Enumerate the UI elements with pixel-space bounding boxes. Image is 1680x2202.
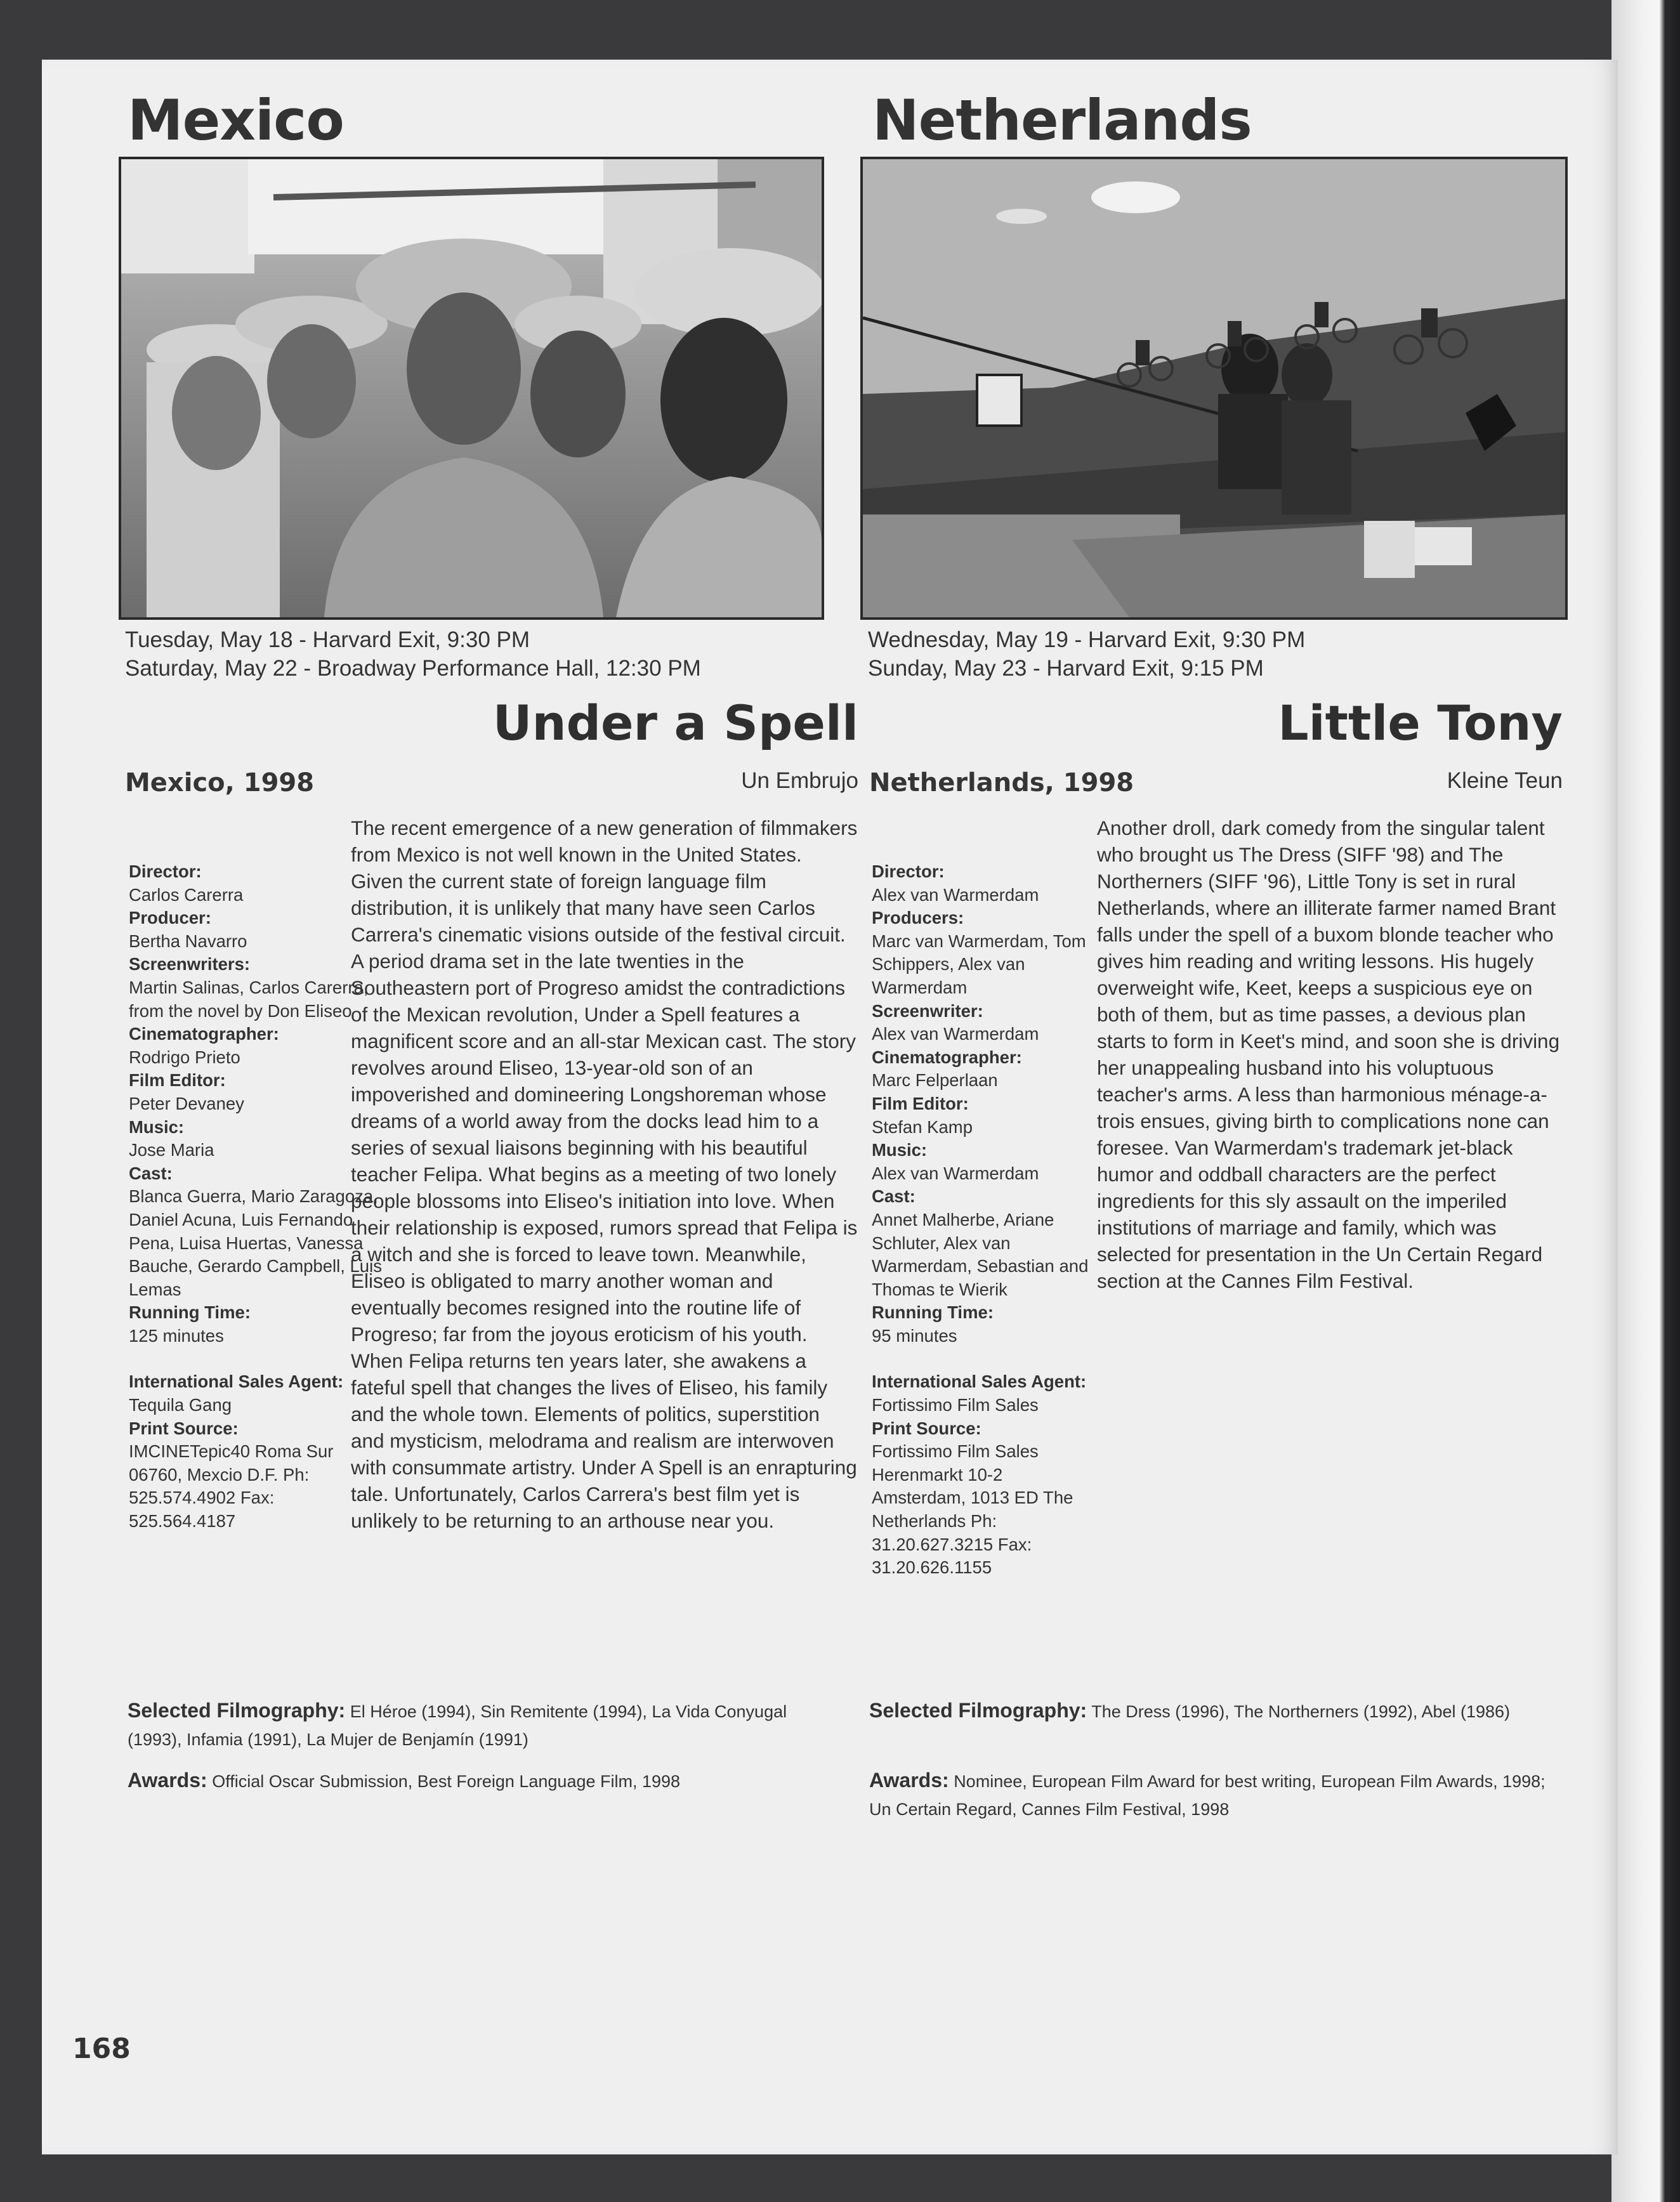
scan-edge [1611, 0, 1680, 2202]
credit-label: Cinematographer: [129, 1024, 279, 1044]
credit-label: Director: [129, 862, 202, 881]
awards-label: Awards: [128, 1769, 207, 1792]
film-still-left [119, 157, 824, 620]
credit-label: Print Source: [129, 1418, 239, 1438]
synopsis-left [351, 815, 858, 1534]
credit-value: Annet Malherbe, Ariane Schluter, Alex van Warmerdam, Sebastian and Thomas te Wierik [872, 1209, 1089, 1299]
credit-value: Carlos Carerra [129, 884, 244, 905]
credit-value: 95 minutes [872, 1325, 957, 1346]
credit-label: Music: [129, 1117, 185, 1137]
credit-label: Music: [872, 1140, 928, 1160]
credit-value: Marc van Warmerdam, Tom Schippers, Alex van Warmerdam [872, 931, 1086, 997]
filmography-label: Selected Filmography: [869, 1699, 1087, 1722]
credit-label: Director: [872, 862, 945, 881]
credit-value: Marc Felperlaan [872, 1070, 998, 1091]
credit-label: Producers: [872, 908, 964, 928]
awards-left [128, 1766, 844, 1795]
credit-label: Cast: [872, 1186, 915, 1207]
photo-protest-crowd-icon [121, 159, 822, 617]
credit-label: Running Time: [872, 1302, 994, 1323]
credit-value: Bertha Navarro [129, 931, 247, 951]
credit-label: Film Editor: [872, 1093, 969, 1113]
awards-right [869, 1766, 1567, 1823]
film-still-right [860, 157, 1568, 620]
filmography-left [128, 1696, 844, 1753]
program-page [42, 60, 1618, 2154]
credit-value: Blanca Guerra, Mario Zaragoza, Daniel Acuna, Luis Fernando Pena, Luisa Huertas, Vanessa Bauche, Gerardo Campbell, Luis Lemas [129, 1186, 382, 1299]
credit-label: Film Editor: [129, 1070, 226, 1091]
awards-label: Awards: [869, 1769, 949, 1792]
screening-date-line: Tuesday, May 18 - Harvard Exit, 9:30 PM [125, 627, 530, 652]
screening-dates-left [125, 626, 701, 683]
synopsis-text: Another droll, dark comedy from the singular talent who brought us The Dress (SIFF '98) and The Northerners (SIFF '96), Little Tony is set in rural Netherlands, where an illiterate farmer named Brant falls under the spell of a buxom blonde teacher who gives him reading and writing lessons. His hugely overweight wife, Keet, keeps a suspicious eye on both of them, but as time passes, a devious plan starts to form in Keet's mind, and soon she is driving her unappealing husband into his voluptuous teacher's arms. A less than harmonious ménage-a-trois ensues, giving birth to complications none can foresee. Van Warmerdam's trademark jet-black humor and oddball characters are the perfect ingredients for this sly assault on the imperiled institutions of marriage and family, which was selected for presentation in the Un Certain Regard section at the Cannes Film Festival. [1097, 816, 1560, 1292]
filmography-right [869, 1696, 1567, 1726]
country-heading-left: Mexico [128, 88, 344, 153]
credit-label: Screenwriter: [872, 1000, 983, 1021]
credit-value: Fortissimo Film Sales Herenmarkt 10-2 Amsterdam, 1013 ED The Netherlands Ph: 31.20.627.3215 Fax: 31.20.626.1155 [872, 1441, 1073, 1578]
page-number: 168 [72, 2033, 131, 2065]
credit-label: Print Source: [872, 1418, 981, 1438]
awards-text: Nominee, European Film Award for best writing, European Film Awards, 1998; Un Certain Regard, Cannes Film Festival, 1998 [869, 1772, 1545, 1819]
screening-dates-right [868, 626, 1305, 683]
country-year-left: Mexico, 1998 [125, 768, 315, 797]
screening-date-line: Saturday, May 22 - Broadway Performance Hall, 12:30 PM [125, 656, 701, 681]
credits-right [872, 860, 1100, 1580]
awards-text: Official Oscar Submission, Best Foreign Language Film, 1998 [212, 1772, 681, 1791]
filmography-list: The Dress (1996), The Northerners (1992), Abel (1986) [1091, 1702, 1511, 1721]
credit-label: Running Time: [129, 1302, 251, 1323]
credit-value: IMCINETepic40 Roma Sur 06760, Mexcio D.F. Ph: 525.574.4902 Fax: 525.564.4187 [129, 1441, 334, 1531]
credit-value: Jose Maria [129, 1140, 214, 1160]
credit-label: Producer: [129, 908, 211, 928]
synopsis-text: The recent emergence of a new generation of filmmakers from Mexico is not well known in the United States. Given the current state of foreign language film distribution, it is unlikely that many have seen Carlos Carrera's cinematic visions outside of the festival circuit. A period drama set in the late twenties in the Southeastern port of Progreso amidst the contradictions of the Mexican revolution, Under a Spell features a magnificent score and an all-star Mexican cast. The story revolves around Eliseo, 13-year-old son of an impoverished and domineering Longshoreman whose dreams of a world away from the docks lead him to a series of sexual liaisons beginning with his beautiful teacher Felipa. What begins as a meeting of two lonely people blossoms into Eliseo's initiation into love. When their relationship is exposed, rumors spread that Felipa is a witch and she is forced to leave town. Meanwhile, Eliseo is obligated to marry another woman and eventually becomes resigned into the routine life of Progreso; far from the joyous eroticism of his youth. When Felipa returns ten years later, she awakens a fateful spell that changes the lives of Eliseo, his family and the whole town. Elements of politics, superstition and mysticism, melodrama and realism are interwoven with consummate artistry. Under A Spell is an enrapturing tale. Unfortunately, Carlos Carrera's best film yet is unlikely to be returning to an arthouse near you. [351, 816, 858, 1532]
credit-value: 125 minutes [129, 1325, 224, 1346]
synopsis-right [1097, 815, 1563, 1294]
credit-label: Cast: [129, 1163, 173, 1183]
credit-value: Peter Devaney [129, 1093, 244, 1113]
original-title-right: Kleine Teun [1447, 768, 1563, 793]
credits-left [129, 860, 383, 1533]
filmography-list: El Héroe (1994), Sin Remitente (1994), La Vida Conyugal (1993), Infamia (1991), La Mujer de Benjamín (1991) [128, 1702, 787, 1749]
credit-label: International Sales Agent: [872, 1372, 1087, 1392]
country-heading-right: Netherlands [872, 88, 1252, 153]
photo-fishing-cyclists-icon [863, 159, 1565, 617]
original-title-left: Un Embrujo [741, 768, 858, 793]
credit-value: Alex van Warmerdam [872, 1024, 1039, 1044]
credit-value: Martin Salinas, Carlos Carerra, from the novel by Don Eliseo [129, 977, 369, 1021]
credit-value: Alex van Warmerdam [872, 884, 1039, 905]
screening-date-line: Sunday, May 23 - Harvard Exit, 9:15 PM [868, 656, 1264, 681]
film-title-left: Under a Spell [492, 695, 858, 751]
credit-value: Tequila Gang [129, 1395, 232, 1415]
film-title-right: Little Tony [1278, 695, 1563, 751]
credit-value: Fortissimo Film Sales [872, 1395, 1039, 1415]
credit-value: Stefan Kamp [872, 1117, 973, 1137]
credit-value: Rodrigo Prieto [129, 1047, 240, 1067]
screening-date-line: Wednesday, May 19 - Harvard Exit, 9:30 PM [868, 627, 1306, 652]
filmography-label: Selected Filmography: [128, 1699, 346, 1722]
credit-label: Screenwriters: [129, 954, 251, 974]
credit-label: International Sales Agent: [129, 1372, 344, 1392]
credit-value: Alex van Warmerdam [872, 1163, 1039, 1183]
credit-label: Cinematographer: [872, 1047, 1022, 1067]
country-year-right: Netherlands, 1998 [869, 768, 1134, 797]
